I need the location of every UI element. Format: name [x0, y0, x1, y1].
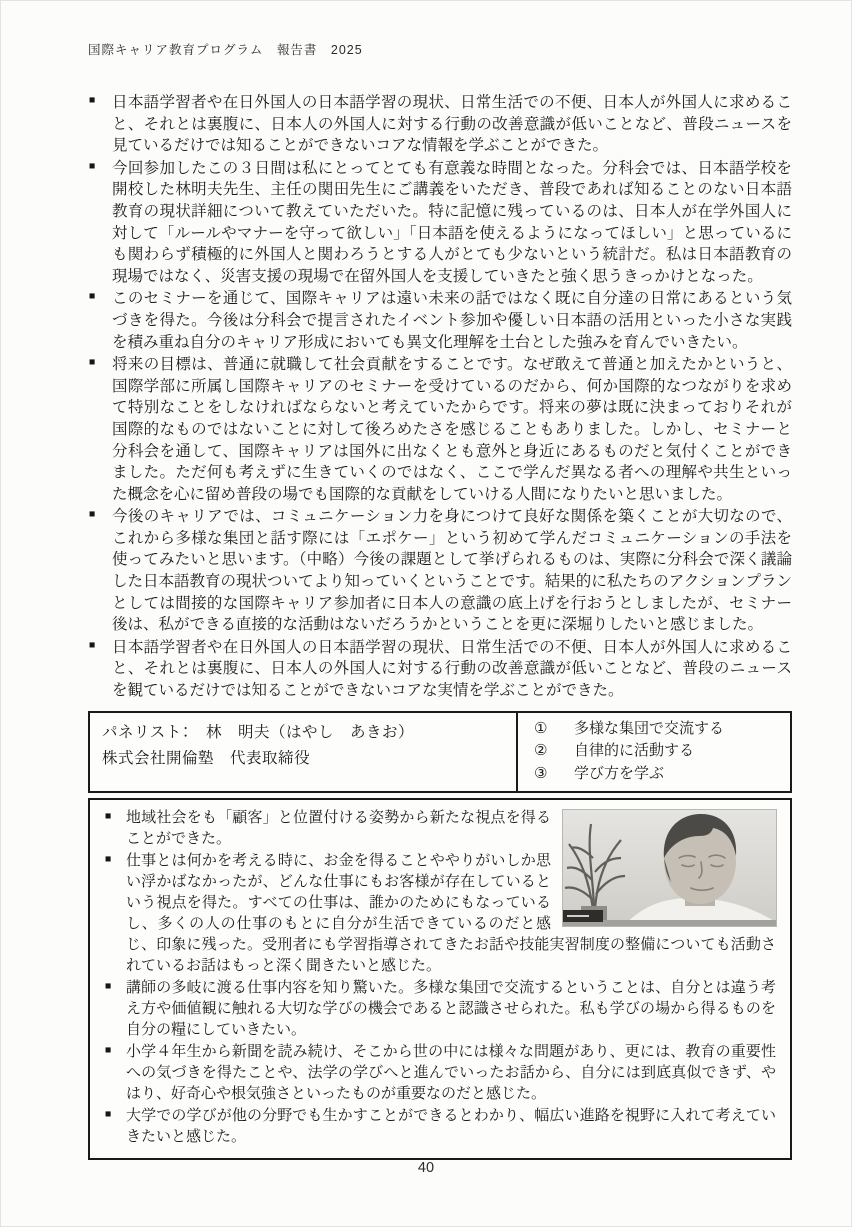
comment-text: 日本語学習者や在日外国人の日本語学習の現状、日常生活での不便、日本人が外国人に求めること、それとは裏腹に、日本人の外国人に対する行動の改善意識が低いことなど、普段ニュースを見ているだけでは知ることができないコアな情報を学ぶことができた。 [112, 94, 792, 155]
bullet-icon: ■ [105, 981, 112, 993]
panelist-info-cell [90, 713, 516, 792]
point-label: 多様な集団で交流する [574, 719, 725, 737]
panelist-points-cell [516, 713, 790, 792]
point-number: ① [534, 719, 548, 737]
bullet-icon: ■ [105, 1045, 112, 1057]
bullet-icon: ■ [105, 1109, 112, 1121]
bullet-icon: ■ [89, 357, 96, 369]
list-item [104, 851, 776, 977]
point-row [534, 718, 782, 741]
list-item [104, 978, 776, 1041]
page-footer [0, 1160, 852, 1176]
comment-text: 今回参加したこの３日間は私にとってとても有意義な時間となった。分科会では、日本語学校を開校した林明夫先生、主任の関田先生にご講義をいただき、普段であれば知ることのない日本語教育の現状詳細について教えていただいた。特に記憶に残っているのは、日本人が在学外国人に対して「ルールやマナーを守って欲しい」「日本語を使えるようになってほしい」と思っているにも関わらず積極的に外国人と関わろうとする人がとても少ないという統計だ。私は日本語教育の現場ではなく、災害支援の現場で在留外国人を支援していきたと強く思うきっかけとなった。 [112, 159, 792, 285]
panel-comment-box [88, 798, 792, 1160]
comment-text: 地域社会をも「顧客」と位置付ける姿勢から新たな視点を得ることができた。 [126, 810, 551, 848]
point-number: ③ [534, 764, 548, 782]
point-label: 学び方を学ぶ [574, 764, 665, 782]
panelist-name: パネリスト： 林 明夫（はやし あきお） [102, 723, 414, 741]
point-number: ② [534, 742, 548, 760]
list-item [88, 354, 792, 505]
comment-text: 今後のキャリアでは、コミュニケーション力を身につけて良好な関係を築くことが大切なので、これから多様な集団と話す際には「エポケー」という初めて学んだコミュニケーションの手法を使ってみたいと思います。（中略）今後の課題として挙げられるものは、実際に分科会で深く議論した日本語教育の現状ついてより知っていくということです。結果的に私たちのアクションプランとしては間接的な国際キャリア参加者に日本人の意識の底上げを行おうとしましたが、セミナー後は、私ができる直接的な活動はないだろうかということを更に深堀りしたいと感じました。 [112, 508, 792, 634]
bullet-icon: ■ [89, 509, 96, 521]
header-title: 国際キャリア教育プログラム 報告書 2025 [88, 43, 363, 57]
bullet-icon: ■ [89, 639, 96, 651]
list-item [104, 1106, 776, 1148]
list-item [88, 92, 792, 157]
comment-text: 日本語学習者や在日外国人の日本語学習の現状、日常生活での不便、日本人が外国人に求めること、それとは裏腹に、日本人の外国人に対する行動の改善意識が低いことなど、普段のニュースを観ているだけでは知ることができないコアな実情を学ぶことができた。 [112, 638, 792, 700]
bullet-icon: ■ [105, 811, 112, 823]
content-area [88, 92, 792, 1160]
comment-text: 小学４年生から新聞を読み続け、そこから世の中には様々な問題があり、更には、教育の重要性への気づきを得たことや、法学の学びへと進んでいったお話から、自分には到底真似できず、やはり、好奇心や根気強さといったものが重要なのだと感じた。 [126, 1044, 776, 1103]
comment-text: 将来の目標は、普通に就職して社会貢献をすることです。なぜ敢えて普通と加えたかというと、国際学部に所属し国際キャリアのセミナーを受けているのだから、何か国際的なつながりを求めて特別なことをしなければならないと考えていたからです。将来の夢は既に決まっておりそれが国際的なものではないことに対して後ろめたさを感じることもありました。しかし、セミナーと分科会を通して、国際キャリアは国外に出なくとも意外と身近にあるものだと気付くことができました。ただ何も考えずに生きていくのではなく、ここで学んだ異なる者への理解や共生といった概念を心に留め普段の場でも国際的な貢献をしていける人間になりたいと思いました。 [112, 356, 792, 503]
list-item [88, 637, 792, 702]
list-item [104, 1042, 776, 1105]
comment-text: 仕事とは何かを考える時に、お金を得ることややりがいしか思い浮かばなかったが、どんな仕事にもお客様が存在しているという視点を得た。すべての仕事は、誰かのためにもなっているし、多くの人の仕事のもとに自分が生活できているのだと感じ、印象に残った。受刑者にも学習指導されてきたお話や技能実習制度の整備についても活動されているお話はもっと深く聞きたいと感じた。 [126, 853, 776, 975]
panelist-title: 株式会社開倫塾 代表取締役 [102, 749, 311, 767]
bullet-icon: ■ [89, 95, 96, 106]
comment-text: このセミナーを通じて、国際キャリアは遠い未来の話ではなく既に自分達の日常にあるという気づきを得た。今後は分科会で提言されたイベント参加や優しい日本語の活用といった小さな実践を積み重ね自分のキャリア形成においても異文化理解を土台とした強みを育んでいきたい。 [112, 290, 792, 351]
point-row [534, 740, 782, 763]
comment-text: 講師の多岐に渡る仕事内容を知り驚いた。多様な集団で交流するということは、自分とは違う考え方や価値観に触れる大切な学びの機会であると認識させられた。私も学びの場から得るものを自分の糧にしていきたい。 [126, 980, 776, 1039]
list-item [104, 808, 776, 850]
page-number: 40 [417, 1160, 435, 1176]
list-item [88, 158, 792, 288]
point-row [534, 763, 782, 786]
list-item [88, 288, 792, 353]
panelist-table [88, 711, 792, 794]
point-label: 自律的に活動する [574, 742, 695, 760]
list-item [88, 506, 792, 636]
bullet-icon: ■ [89, 160, 96, 172]
bullet-icon: ■ [89, 291, 96, 303]
bullet-icon: ■ [105, 854, 112, 866]
comment-list [88, 92, 792, 702]
panel-comment-list [104, 808, 776, 1148]
page-header [88, 40, 363, 58]
comment-text: 大学での学びが他の分野でも生かすことができるとわかり、幅広い進路を視野に入れて考えていきたいと感じた。 [126, 1108, 776, 1146]
